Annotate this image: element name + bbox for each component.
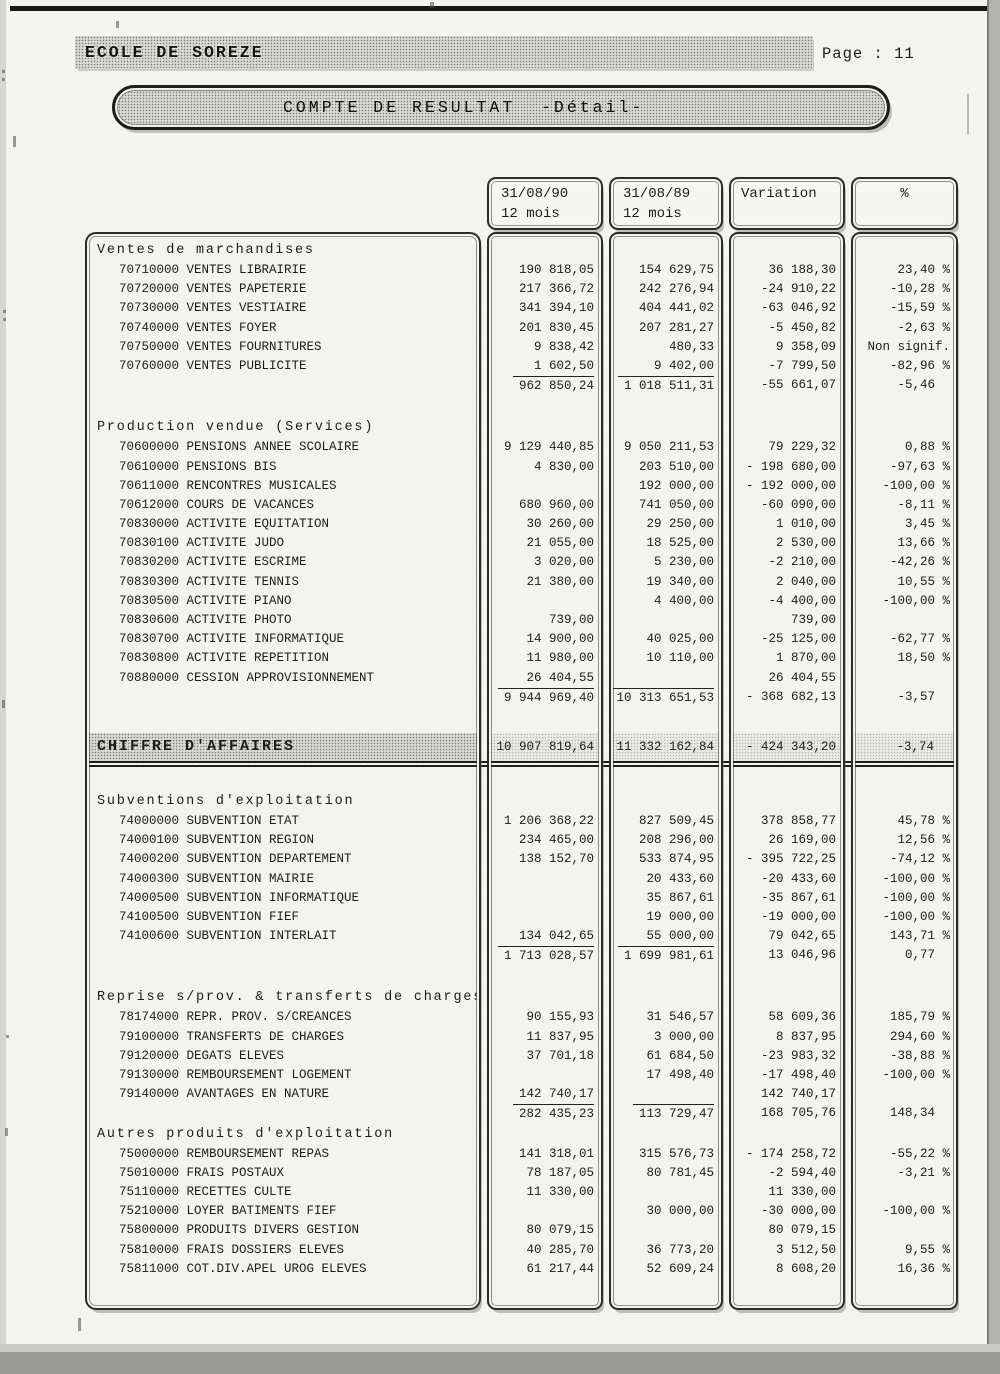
total-overline: 1 713 028,57 [498, 946, 594, 966]
percent-value: -5,46 [897, 378, 950, 393]
column-header-line1: 31/08/90 [501, 186, 569, 202]
variation-amount: 2 040,00 [775, 574, 836, 589]
percent-value: 13,66 % [897, 536, 950, 551]
row-label: 70611000 RENCONTRES MUSICALES [119, 478, 337, 493]
amount-1990: 90 155,93 [526, 1010, 594, 1025]
percent-value: 16,36 % [897, 1261, 950, 1276]
amount-1989: 20 433,60 [646, 871, 714, 886]
variation-amount: -55 661,07 [760, 378, 836, 393]
section-title: Production vendue (Services) [97, 420, 375, 436]
row-label: 70760000 VENTES PUBLICITE [119, 358, 307, 373]
column-header-line2: 12 mois [623, 206, 682, 222]
percent-value: -74,12 % [889, 852, 950, 867]
percent-value: -100,00 % [882, 890, 950, 905]
variation-amount: -19 000,00 [760, 909, 836, 924]
scan-artifact [967, 94, 969, 134]
percent-value: -8,11 % [897, 497, 950, 512]
variation-amount: 26 404,55 [768, 670, 836, 685]
amount-1990: 30 260,00 [526, 517, 594, 532]
amount-1990: 142 740,17 [518, 1087, 594, 1102]
row-label: 70600000 PENSIONS ANNEE SCOLAIRE [119, 440, 360, 455]
percent-value: 18,50 % [897, 651, 950, 666]
amount-1990: 4 830,00 [533, 459, 594, 474]
row-label: 75210000 LOYER BATIMENTS FIEF [119, 1204, 337, 1219]
variation-amount: - 174 258,72 [745, 1146, 836, 1161]
variation-amount: -23 983,32 [760, 1048, 836, 1063]
variation-amount: -30 000,00 [760, 1204, 836, 1219]
percent-value: 185,79 % [889, 1010, 950, 1025]
scan-edge-top [10, 6, 996, 11]
scan-artifact [2, 700, 5, 708]
amount-1989: 11 332 162,84 [609, 733, 723, 761]
row-label: 70612000 COURS DE VACANCES [119, 497, 315, 512]
variation-amount: -63 046,92 [760, 301, 836, 316]
row-label: 70830000 ACTIVITE EQUITATION [119, 517, 330, 532]
section-title: Autres produits d'exploitation [97, 1126, 395, 1142]
row-label: 75810000 FRAIS DOSSIERS ELEVES [119, 1242, 345, 1257]
variation-amount: 8 608,20 [775, 1261, 836, 1276]
amount-1990: 201 830,45 [518, 320, 594, 335]
row-label: 70720000 VENTES PAPETERIE [119, 282, 307, 297]
amount-1990: 341 394,10 [518, 301, 594, 316]
variation-amount: -20 433,60 [760, 871, 836, 886]
total-overline: 113 729,47 [633, 1104, 714, 1124]
variation-amount: -35 867,61 [760, 890, 836, 905]
amount-1989: 40 025,00 [646, 632, 714, 647]
row-label: 75811000 COT.DIV.APEL UROG ELEVES [119, 1261, 367, 1276]
percent-value: -100,00 % [882, 909, 950, 924]
variation-column-box [729, 232, 845, 1310]
variation-amount: -17 498,40 [760, 1068, 836, 1082]
percent-value: 3,45 % [904, 517, 950, 532]
scan-artifact [2, 70, 5, 73]
percent-value: -55,22 % [889, 1146, 950, 1161]
variation-amount: -2 594,40 [768, 1165, 836, 1180]
row-label: 70740000 VENTES FOYER [119, 320, 277, 335]
row-label: 79130000 REMBOURSEMENT LOGEMENT [119, 1068, 352, 1082]
variation-amount: 168 705,76 [760, 1106, 836, 1121]
percent-value: -62,77 % [889, 632, 950, 647]
amount-1990: 190 818,05 [518, 263, 594, 277]
percent-value: -42,26 % [889, 555, 950, 570]
variation-amount: 13 046,96 [768, 948, 836, 963]
percent-value: -100,00 % [882, 478, 950, 493]
total-overline: 1 699 981,61 [618, 946, 714, 966]
amount-1990: 80 079,15 [526, 1223, 594, 1238]
column-header-1989 [609, 177, 723, 230]
amounts-1989-column-box [609, 232, 723, 1310]
amount-1989: 533 874,95 [638, 852, 714, 867]
amount-1989: 17 498,40 [646, 1068, 714, 1082]
amount-1989: 19 340,00 [646, 574, 714, 589]
column-header-1990 [487, 177, 603, 230]
variation-amount: 79 229,32 [768, 440, 836, 455]
variation-amount: 739,00 [790, 613, 836, 627]
labels-column-box [85, 232, 481, 1310]
variation-amount: -2 210,00 [768, 555, 836, 570]
amount-1989: 207 281,27 [638, 320, 714, 335]
amount-1990: 11 837,95 [526, 1029, 594, 1044]
scan-artifact [430, 2, 434, 8]
row-label: 74000500 SUBVENTION INFORMATIQUE [119, 890, 360, 905]
row-label: 79140000 AVANTAGES EN NATURE [119, 1087, 330, 1102]
scan-artifact [3, 318, 6, 321]
variation-amount: 26 169,00 [768, 833, 836, 848]
row-label: 70730000 VENTES VESTIAIRE [119, 301, 307, 316]
variation-amount: 1 870,00 [775, 651, 836, 666]
row-label: 70830500 ACTIVITE PIANO [119, 593, 292, 608]
row-label: 70830600 ACTIVITE PHOTO [119, 613, 292, 627]
row-label: 70710000 VENTES LIBRAIRIE [119, 263, 307, 277]
column-header-line2: 12 mois [501, 206, 560, 222]
amount-1989: 9 050 211,53 [623, 440, 714, 455]
percent-value: -15,59 % [889, 301, 950, 316]
amount-1990: 40 285,70 [526, 1242, 594, 1257]
variation-amount: -60 090,00 [760, 497, 836, 512]
total-overline: 1 018 511,31 [618, 376, 714, 396]
report-title-pill [112, 85, 890, 130]
variation-amount: -24 910,22 [760, 282, 836, 297]
amount-1989: 192 000,00 [638, 478, 714, 493]
row-label: 70830200 ACTIVITE ESCRIME [119, 555, 307, 570]
amount-1990: 141 318,01 [518, 1146, 594, 1161]
amount-1990: 14 900,00 [526, 632, 594, 647]
amount-1990: 9 129 440,85 [503, 440, 594, 455]
scan-edge-bottom-light [0, 1344, 1000, 1352]
percent-value: 23,40 % [897, 263, 950, 277]
variation-amount: - 368 682,13 [745, 689, 836, 704]
column-header-line1: Variation [741, 186, 817, 202]
amount-1989: 29 250,00 [646, 517, 714, 532]
amount-1989: 80 781,45 [646, 1165, 714, 1180]
amount-1989: 52 609,24 [646, 1261, 714, 1276]
percent-value: 12,56 % [897, 833, 950, 848]
section-title: Subventions d'exploitation [97, 793, 355, 809]
amount-1990: 26 404,55 [526, 670, 594, 685]
variation-amount: 142 740,17 [760, 1087, 836, 1102]
amount-1989: 404 441,02 [638, 301, 714, 316]
percent-value: -82,96 % [889, 358, 950, 373]
amount-1989: 5 230,00 [653, 555, 714, 570]
row-label: 74000000 SUBVENTION ETAT [119, 813, 300, 828]
variation-amount: 11 330,00 [768, 1184, 836, 1199]
variation-amount: 36 188,30 [768, 263, 836, 277]
amount-1989: 61 684,50 [646, 1048, 714, 1063]
amount-1989: 36 773,20 [646, 1242, 714, 1257]
amount-1989: 827 509,45 [638, 813, 714, 828]
variation-amount: 3 512,50 [775, 1242, 836, 1257]
variation-amount: - 198 680,00 [745, 459, 836, 474]
row-label: 79100000 TRANSFERTS DE CHARGES [119, 1029, 345, 1044]
row-label: 74100600 SUBVENTION INTERLAIT [119, 929, 337, 944]
amount-1989: 154 629,75 [638, 263, 714, 277]
total-overline: 962 850,24 [513, 376, 594, 396]
total-overline: 10 313 651,53 [610, 688, 714, 708]
total-overline: 282 435,23 [513, 1104, 594, 1124]
section-title: Ventes de marchandises [97, 243, 315, 258]
amount-1990: 1 602,50 [533, 358, 594, 373]
percent-value: 9,55 % [904, 1242, 950, 1257]
amounts-1990-column-box [487, 232, 603, 1310]
percent-value: 143,71 % [889, 929, 950, 944]
amount-1990: 10 907 819,64 [487, 733, 603, 761]
amount-1990: 21 055,00 [526, 536, 594, 551]
amount-1990: 1 206 368,22 [503, 813, 594, 828]
scan-edge-right [987, 0, 1000, 1374]
amount-1989: 3 000,00 [653, 1029, 714, 1044]
scan-artifact [116, 21, 119, 28]
percent-value: -38,88 % [889, 1048, 950, 1063]
percent-value: -100,00 % [882, 1204, 950, 1219]
scan-artifact [3, 310, 6, 313]
row-label: 75800000 PRODUITS DIVERS GESTION [119, 1223, 360, 1238]
row-label: 70830700 ACTIVITE INFORMATIQUE [119, 632, 345, 647]
amount-1989: 19 000,00 [646, 909, 714, 924]
percent-value: 0,77 [904, 948, 950, 963]
percent-value: -2,63 % [897, 320, 950, 335]
scan-artifact [13, 136, 16, 147]
row-label: 74000100 SUBVENTION REGION [119, 833, 315, 848]
amount-1990: 21 380,00 [526, 574, 594, 589]
variation-amount: -4 400,00 [768, 593, 836, 608]
amount-1990: 78 187,05 [526, 1165, 594, 1180]
variation-amount: 80 079,15 [768, 1223, 836, 1238]
percent-column-box [851, 232, 958, 1310]
row-label: 70610000 PENSIONS BIS [119, 459, 277, 474]
scan-artifact [2, 78, 5, 81]
variation-amount: - 424 343,20 [729, 733, 845, 761]
row-label: 74000300 SUBVENTION MAIRIE [119, 871, 315, 886]
amount-1990: 61 217,44 [526, 1261, 594, 1276]
page-number-label: Page : 11 [822, 45, 915, 63]
row-label: 70880000 CESSION APPROVISIONNEMENT [119, 670, 375, 685]
amount-1990: 37 701,18 [526, 1048, 594, 1063]
amount-1990: 11 330,00 [526, 1184, 594, 1199]
amount-1989: 35 867,61 [646, 890, 714, 905]
amount-1989: 203 510,00 [638, 459, 714, 474]
scan-artifact [5, 1128, 8, 1136]
amount-1990: 134 042,65 [518, 929, 594, 944]
amount-1990: 11 980,00 [526, 651, 594, 666]
total-overline: 9 944 969,40 [498, 688, 594, 708]
percent-value: -100,00 % [882, 593, 950, 608]
amount-1990: 3 020,00 [533, 555, 594, 570]
percent-value: 10,55 % [897, 574, 950, 589]
variation-amount: - 192 000,00 [745, 478, 836, 493]
percent-value: 294,60 % [889, 1029, 950, 1044]
amount-1990: 217 366,72 [518, 282, 594, 297]
variation-amount: 79 042,65 [768, 929, 836, 944]
amount-1989: 31 546,57 [646, 1010, 714, 1025]
row-label: 74000200 SUBVENTION DEPARTEMENT [119, 852, 352, 867]
report-title: COMPTE DE RESULTAT -Détail- [283, 98, 645, 117]
amount-1990: 9 838,42 [533, 339, 594, 354]
row-label: 78174000 REPR. PROV. S/CREANCES [119, 1010, 352, 1025]
band-label: CHIFFRE D'AFFAIRES [85, 733, 481, 761]
amount-1989: 55 000,00 [646, 929, 714, 944]
column-header-line1: % [900, 186, 909, 202]
variation-amount: 1 010,00 [775, 517, 836, 532]
variation-amount: -5 450,82 [768, 320, 836, 335]
scan-edge-bottom [0, 1352, 1000, 1374]
org-name: ECOLE DE SOREZE [85, 43, 264, 62]
column-header-percent [851, 177, 958, 230]
variation-amount: -7 799,50 [768, 358, 836, 373]
scan-edge-left [0, 0, 6, 1374]
variation-amount: 9 358,09 [775, 339, 836, 354]
percent-value: -3,57 [897, 689, 950, 704]
percent-value: -100,00 % [882, 1068, 950, 1082]
variation-amount: 8 837,95 [775, 1029, 836, 1044]
percent-value: 148,34 [889, 1106, 950, 1121]
scan-artifact [6, 1035, 9, 1038]
percent-value: -3,21 % [897, 1165, 950, 1180]
percent-value: -97,63 % [889, 459, 950, 474]
row-label: 75010000 FRAIS POSTAUX [119, 1165, 285, 1180]
variation-amount: -25 125,00 [760, 632, 836, 647]
amount-1990: 234 465,00 [518, 833, 594, 848]
amount-1989: 9 402,00 [653, 358, 714, 373]
percent-value: Non signif. [867, 339, 950, 354]
amount-1989: 18 525,00 [646, 536, 714, 551]
row-label: 70830800 ACTIVITE REPETITION [119, 651, 330, 666]
amount-1989: 30 000,00 [646, 1204, 714, 1219]
amount-1989: 4 400,00 [653, 593, 714, 608]
row-label: 75000000 REMBOURSEMENT REPAS [119, 1146, 330, 1161]
column-header-variation [729, 177, 845, 230]
amount-1990: 739,00 [548, 613, 594, 627]
row-label: 70830300 ACTIVITE TENNIS [119, 574, 300, 589]
org-name-band [75, 36, 813, 69]
row-label: 70830100 ACTIVITE JUDO [119, 536, 285, 551]
percent-value: -100,00 % [882, 871, 950, 886]
row-label: 70750000 VENTES FOURNITURES [119, 339, 322, 354]
variation-amount: 378 858,77 [760, 813, 836, 828]
amount-1989: 480,33 [668, 339, 714, 354]
amount-1989: 10 110,00 [646, 651, 714, 666]
section-title: Reprise s/prov. & transferts de charges [97, 990, 484, 1006]
amount-1989: 315 576,73 [638, 1146, 714, 1161]
row-label: 79120000 DEGATS ELEVES [119, 1048, 285, 1063]
column-header-line1: 31/08/89 [623, 186, 691, 202]
amount-1989: 741 050,00 [638, 497, 714, 512]
amount-1990: 680 960,00 [518, 497, 594, 512]
amount-1990: 138 152,70 [518, 852, 594, 867]
variation-amount: 58 609,36 [768, 1010, 836, 1025]
amount-1989: 208 296,00 [638, 833, 714, 848]
scan-artifact [78, 1318, 81, 1331]
percent-value: 45,78 % [897, 813, 950, 828]
percent-value: -3,74 [851, 733, 958, 761]
percent-value: 0,88 % [904, 440, 950, 455]
variation-amount: 2 530,00 [775, 536, 836, 551]
amount-1989: 242 276,94 [638, 282, 714, 297]
variation-amount: - 395 722,25 [745, 852, 836, 867]
percent-value: -10,28 % [889, 282, 950, 297]
row-label: 75110000 RECETTES CULTE [119, 1184, 292, 1199]
row-label: 74100500 SUBVENTION FIEF [119, 909, 300, 924]
